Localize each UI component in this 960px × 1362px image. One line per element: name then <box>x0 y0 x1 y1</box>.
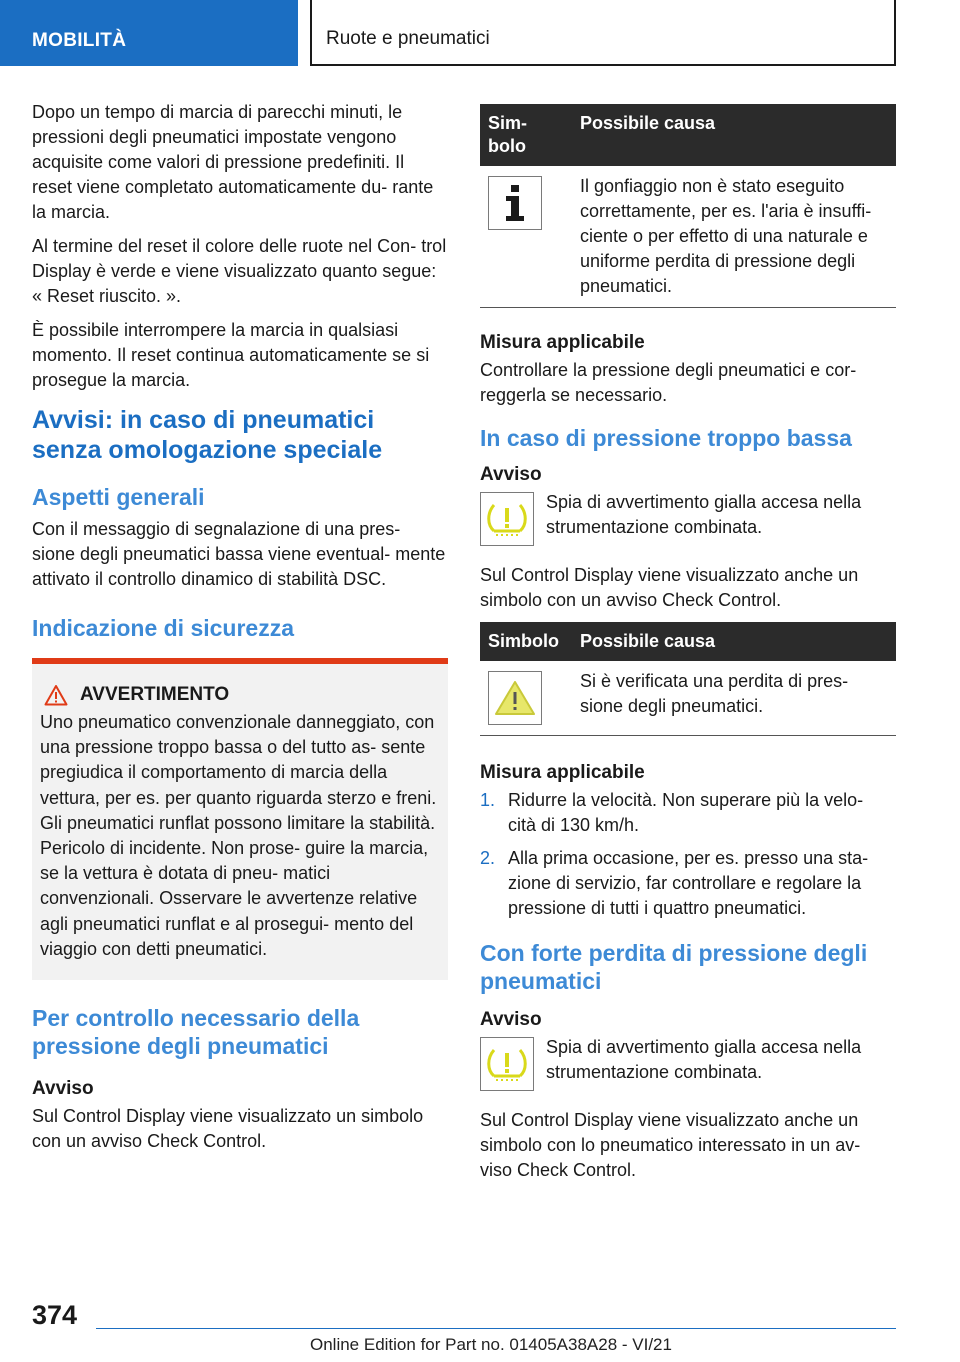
step-number: 2. <box>480 848 496 868</box>
paragraph-forte: Sul Control Display viene visualizzato anche un simbolo con lo pneumatico interessato in un av- viso Check Control. <box>480 1110 861 1180</box>
left-column <box>32 100 448 1163</box>
page-number: 374 <box>32 1300 78 1330</box>
warning-lamp-row-2 <box>480 1037 896 1094</box>
section-tab: MOBILITÀ <box>0 0 298 66</box>
table1-header-symbol: Sim- bolo <box>480 104 572 166</box>
label-misura-2: Misura applicabile <box>480 762 645 783</box>
warning-text: Uno pneumatico convenzionale danneggiato, con una pressione troppo bassa o del tutto as- sente pregiudica il comportamento di marcia della vettura, per es. per quanto riguarda sterzo e freni. Gli pneumatici runflat possono limitare la stabilità. Pericolo di incidente. Non prose- guire la marcia, se la vettura è dotata di pneu- matici convenzionali. Osservare le avvertenze relative agli pneumatici runflat e al prosegui- mento del viaggio con detti pneumatici. <box>40 712 437 959</box>
paragraph-spia-2: Spia di avvertimento gialla accesa nella strumentazione combinata. <box>546 1037 862 1082</box>
heading-forte-perdita: Con forte perdita di pressione degli pneumatici <box>480 940 868 994</box>
label-avviso: Avviso <box>32 1078 94 1100</box>
list-item <box>480 788 896 838</box>
footer-divider <box>96 1328 896 1329</box>
paragraph-bassa: Sul Control Display viene visualizzato anche un simbolo con un avviso Check Control. <box>480 565 859 610</box>
right-column <box>480 104 896 1192</box>
warning-lamp-row <box>480 492 896 549</box>
paragraph-reset-3: È possibile interrompere la marcia in qualsiasi momento. Il reset continua automaticamente se si prosegue la marcia. <box>32 320 430 390</box>
warning-sign-icon <box>493 679 537 717</box>
tire-pressure-lamp-icon <box>480 492 534 546</box>
footer-edition: Online Edition for Part no. 01405A38A28 - VI/21 <box>310 1335 672 1354</box>
heading-controllo-pressione: Per controllo necessario della pressione degli pneumatici <box>32 1005 360 1060</box>
table-row <box>480 661 896 736</box>
paragraph-aspetti: Con il messaggio di segnalazione di una pres- sione degli pneumatici bassa viene eventual- mente attivato il controllo dinamico di stabilità DSC. <box>32 519 446 589</box>
table1-cause-text: Il gonfiaggio non è stato eseguito correttamente, per es. l'aria è insuffi- ciente o per effetto di una naturale e uniforme perdita di pressione degli pneumatici. <box>572 166 896 308</box>
paragraph-reset-2: Al termine del reset il colore delle ruote nel Con- trol Display è verde e viene visualizzato quanto segue: « Reset riuscito. ». <box>32 236 447 306</box>
table2-cause-text: Si è verificata una perdita di pres- sione degli pneumatici. <box>572 661 896 736</box>
warning-box <box>32 658 448 980</box>
paragraph-controllo: Sul Control Display viene visualizzato un simbolo con un avviso Check Control. <box>32 1106 424 1152</box>
info-icon <box>500 183 530 223</box>
step-text: Ridurre la velocità. Non superare più la velo- cità di 130 km/h. <box>508 790 864 835</box>
heading-sicurezza: Indicazione di sicurezza <box>32 615 295 641</box>
heading-aspetti-generali: Aspetti generali <box>32 484 205 510</box>
paragraph-spia: Spia di avvertimento gialla accesa nella strumentazione combinata. <box>546 492 862 537</box>
info-icon-box <box>488 176 542 230</box>
paragraph-reset-1: Dopo un tempo di marcia di parecchi minuti, le pressioni degli pneumatici impostate vengono acquisite come valori di pressione predefiniti. Il reset viene completato automaticamente du- rante la marcia. <box>32 102 434 222</box>
step-number: 1. <box>480 790 496 810</box>
label-avviso-forte: Avviso <box>480 1009 542 1030</box>
label-misura-1: Misura applicabile <box>480 332 645 353</box>
paragraph-misura-1: Controllare la pressione degli pneumatici e cor- reggerla se necessario. <box>480 360 857 405</box>
table2-header-symbol: Simbolo <box>480 622 572 661</box>
warning-title: AVVERTIMENTO <box>80 684 230 705</box>
warning-triangle-icon <box>44 684 68 706</box>
heading-avvisi: Avvisi: in caso di pneumatici senza omologazione speciale <box>32 406 383 464</box>
heading-pressione-bassa: In caso di pressione troppo bassa <box>480 425 852 451</box>
symbol-table-1 <box>480 104 896 308</box>
tire-pressure-lamp-icon <box>480 1037 534 1091</box>
chapter-title: Ruote e pneumatici <box>310 0 896 66</box>
table2-header-cause: Possibile causa <box>572 622 896 661</box>
warning-sign-icon-box <box>488 671 542 725</box>
list-item <box>480 846 896 921</box>
step-text: Alla prima occasione, per es. presso una sta- zione di servizio, far controllare e regolare la pressione di tutti i quattro pneumatici. <box>508 848 869 918</box>
symbol-table-2 <box>480 622 896 736</box>
table1-header-cause: Possibile causa <box>572 104 896 166</box>
warning-heading <box>40 684 438 706</box>
label-avviso-bassa: Avviso <box>480 464 542 485</box>
steps-list <box>480 788 896 921</box>
table-row <box>480 166 896 308</box>
